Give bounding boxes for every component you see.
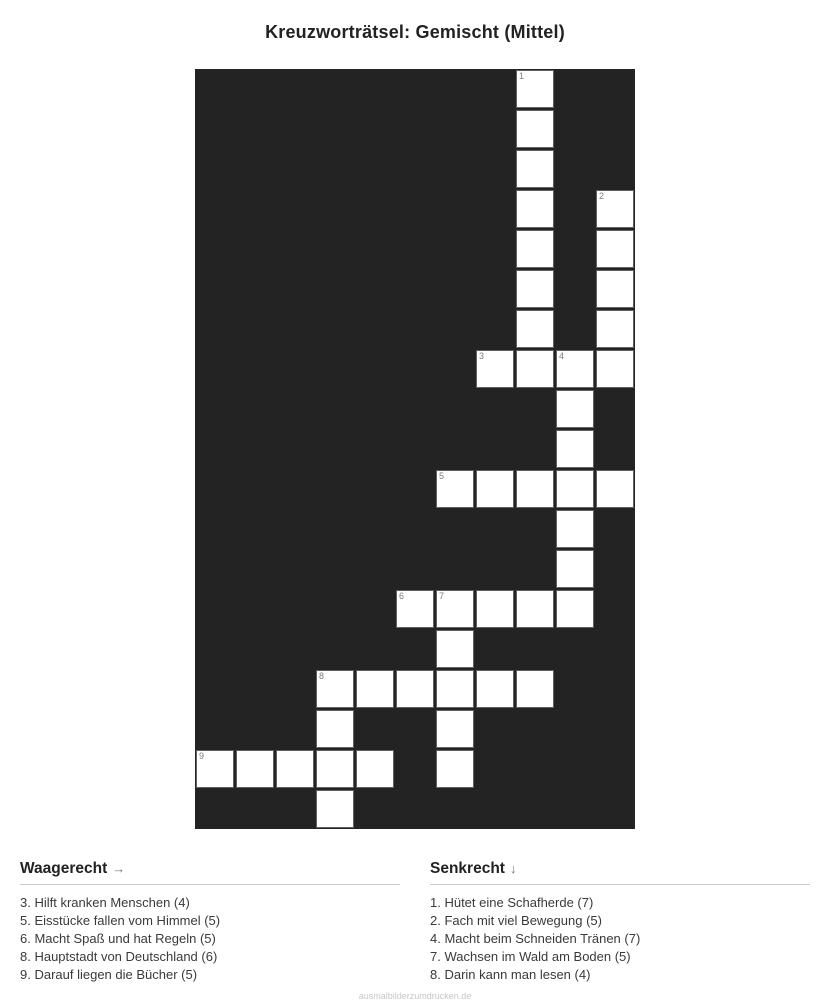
footer-watermark: ausmalbilderzumdrucken.de xyxy=(358,991,472,1001)
grid-cell xyxy=(316,750,354,788)
grid-cell xyxy=(516,350,554,388)
grid-cell xyxy=(436,670,474,708)
across-heading-label: Waagerecht xyxy=(20,860,108,877)
grid-cell xyxy=(436,470,474,508)
cell-number: 1 xyxy=(519,71,525,81)
grid-cell xyxy=(356,750,394,788)
grid-cell xyxy=(596,310,634,348)
across-clues-section xyxy=(20,860,400,984)
grid-cell xyxy=(356,670,394,708)
clue-item: 2. Fach mit viel Bewegung (5) xyxy=(430,913,602,928)
grid-cell xyxy=(596,190,634,228)
grid-cell xyxy=(556,470,594,508)
grid-cell xyxy=(516,70,554,108)
grid-cell xyxy=(236,750,274,788)
cell-number: 5 xyxy=(439,471,445,481)
grid-cell xyxy=(476,670,514,708)
grid-cell xyxy=(556,390,594,428)
grid-cell xyxy=(516,670,554,708)
grid-cell xyxy=(516,230,554,268)
cell-number: 9 xyxy=(199,751,205,761)
right-arrow-icon: → xyxy=(112,861,126,876)
clue-item: 1. Hütet eine Schafherde (7) xyxy=(430,895,594,910)
grid-cell xyxy=(516,310,554,348)
down-heading-label: Senkrecht xyxy=(430,860,505,877)
grid-cell xyxy=(516,190,554,228)
grid-cell xyxy=(596,230,634,268)
crossword-grid xyxy=(195,69,635,829)
clue-item: 8. Darin kann man lesen (4) xyxy=(430,967,591,982)
grid-cell xyxy=(556,350,594,388)
grid-cell xyxy=(436,750,474,788)
grid-cell xyxy=(196,750,234,788)
clue-item: 3. Hilft kranken Menschen (4) xyxy=(20,895,190,910)
clue-item: 6. Macht Spaß und hat Regeln (5) xyxy=(20,931,216,946)
grid-cell xyxy=(516,590,554,628)
down-clue-list xyxy=(430,894,810,984)
clue-item: 7. Wachsen im Wald am Boden (5) xyxy=(430,949,631,964)
grid-cell xyxy=(516,270,554,308)
grid-cell xyxy=(476,350,514,388)
across-clue-list xyxy=(20,894,400,984)
cell-number: 8 xyxy=(319,671,325,681)
grid-cell xyxy=(316,670,354,708)
grid-cell xyxy=(476,470,514,508)
grid-cell xyxy=(316,710,354,748)
clue-item: 4. Macht beim Schneiden Tränen (7) xyxy=(430,931,641,946)
across-heading xyxy=(20,860,400,885)
grid-cell xyxy=(436,630,474,668)
grid-cell xyxy=(516,150,554,188)
grid-cell xyxy=(596,470,634,508)
grid-cell xyxy=(556,430,594,468)
cell-number: 4 xyxy=(559,351,565,361)
clue-item: 9. Darauf liegen die Bücher (5) xyxy=(20,967,198,982)
down-heading xyxy=(430,860,810,885)
grid-cell xyxy=(596,270,634,308)
grid-cell xyxy=(276,750,314,788)
grid-cell xyxy=(436,710,474,748)
grid-cell xyxy=(436,590,474,628)
clue-item: 8. Hauptstadt von Deutschland (6) xyxy=(20,949,218,964)
grid-cell xyxy=(516,470,554,508)
grid-cell xyxy=(516,110,554,148)
grid-cell xyxy=(316,790,354,828)
grid-cell xyxy=(396,590,434,628)
cell-number: 3 xyxy=(479,351,485,361)
grid-cell xyxy=(596,350,634,388)
cell-number: 2 xyxy=(599,191,605,201)
grid-cell xyxy=(396,670,434,708)
down-arrow-icon: ↓ xyxy=(509,861,517,876)
cell-number: 7 xyxy=(439,591,445,601)
grid-cell xyxy=(556,550,594,588)
grid-cell xyxy=(476,590,514,628)
clue-item: 5. Eisstücke fallen vom Himmel (5) xyxy=(20,913,221,928)
grid-cell xyxy=(556,510,594,548)
down-clues-section xyxy=(430,860,810,984)
grid-cell xyxy=(556,590,594,628)
page-title: Kreuzworträtsel: Gemischt (Mittel) xyxy=(265,22,565,42)
cell-number: 6 xyxy=(399,591,405,601)
